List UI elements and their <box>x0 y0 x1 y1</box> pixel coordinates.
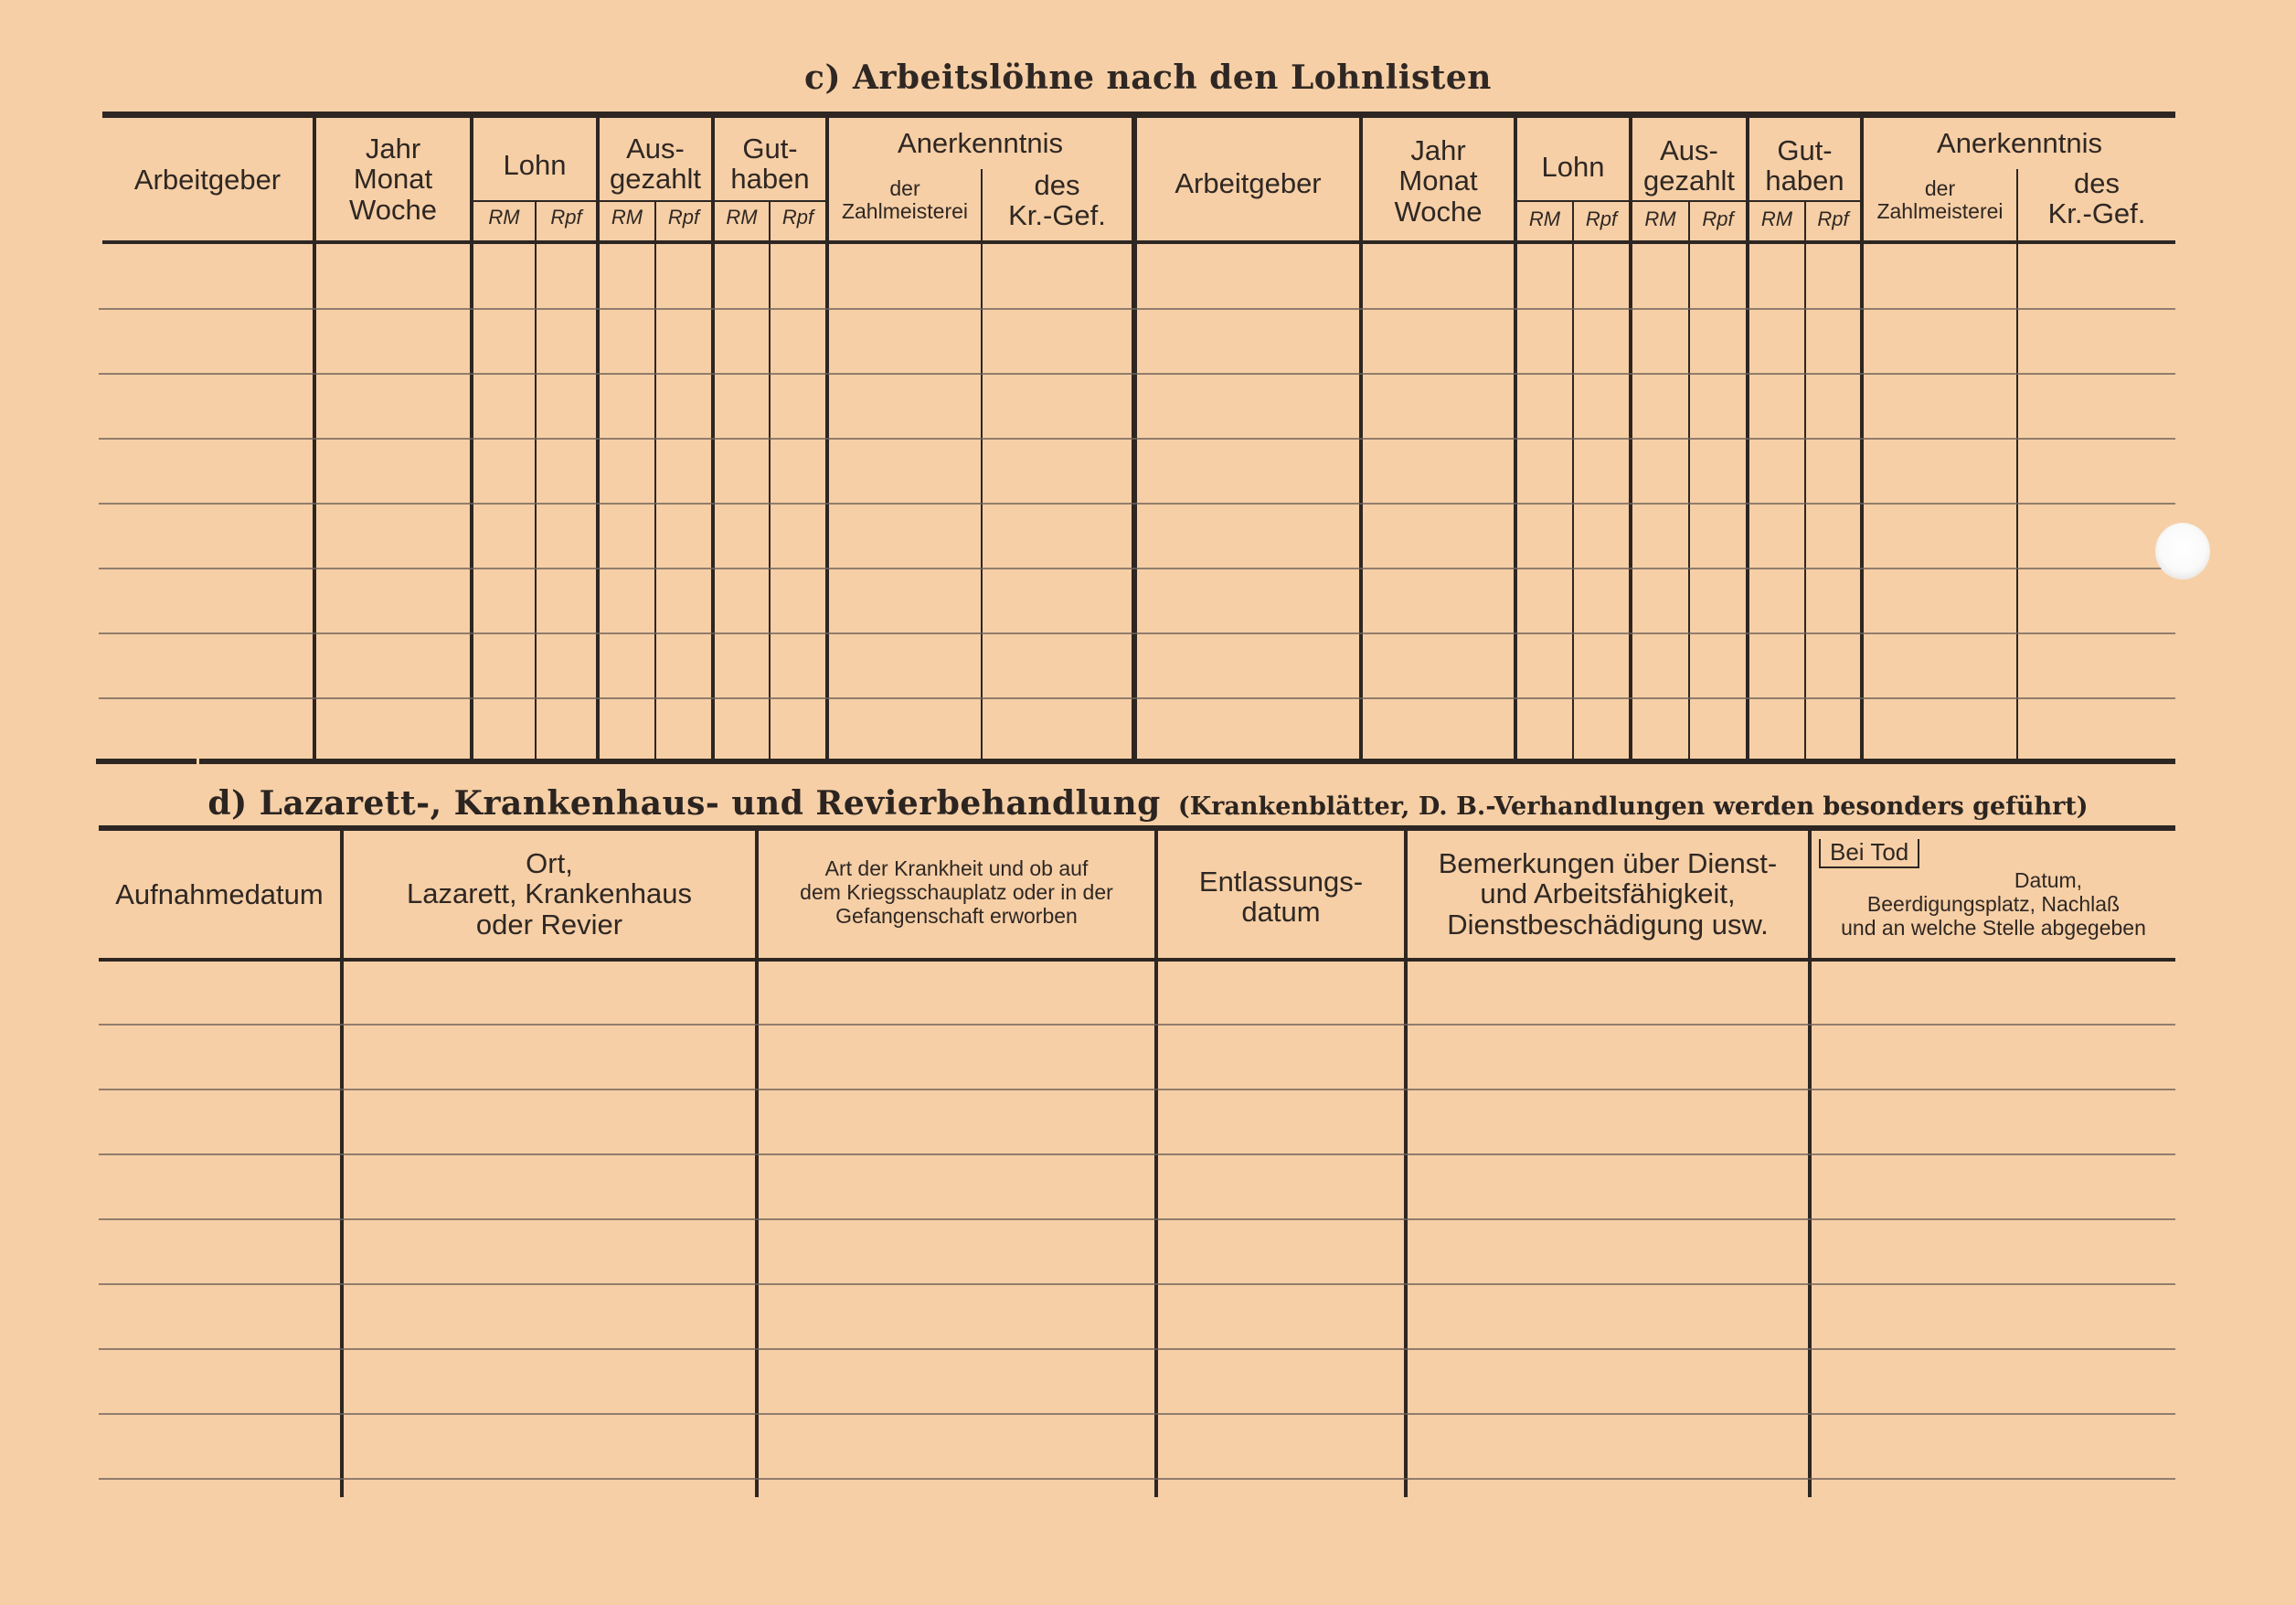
col-illness-header: Art der Krankheit und ob auf dem Kriegsschauplatz oder in der Gefangenschaft erworben <box>800 856 1113 928</box>
table-row <box>99 697 2175 699</box>
table-row <box>99 1153 2175 1155</box>
col-wage-header: Lohn <box>503 149 567 181</box>
table-row <box>99 1089 2175 1090</box>
table-row <box>99 1348 2175 1350</box>
ack-company-header: des Kr.-Gef. <box>2047 167 2146 230</box>
col-remarks-header: Bemerkungen über Dienst- und Arbeitsfähigkeit, Dienstbeschädigung usw. <box>1438 847 1778 941</box>
vline <box>1804 200 1806 760</box>
col-paid-header: Aus- gezahlt <box>1643 134 1735 197</box>
section-d-top-rule <box>99 825 2175 831</box>
col-period-header: Jahr Monat Woche <box>349 133 437 226</box>
table-row <box>99 1478 2175 1480</box>
vline <box>769 200 771 760</box>
currency-rm: RM <box>1528 207 1561 230</box>
table-row <box>99 1218 2175 1220</box>
section-c-bottom-rule <box>199 759 2175 764</box>
section-c-bottom-rule-left <box>96 759 197 764</box>
currency-rpf: Rpf <box>1817 207 1849 230</box>
vline <box>1688 200 1690 760</box>
currency-subrule-left <box>473 200 827 202</box>
table-row <box>99 632 2175 634</box>
table-row <box>99 1413 2175 1415</box>
section-d-note: (Krankenblätter, D. B.-Verhandlungen werden besonders geführt) <box>1177 792 2089 821</box>
currency-rm: RM <box>1644 207 1676 230</box>
col-discharge-header: Entlassungs- datum <box>1198 866 1364 929</box>
vline <box>535 200 537 760</box>
vline <box>981 169 983 760</box>
col-death-header: Datum, Beerdigungsplatz, Nachlaß und an welche Stelle abgegeben <box>1841 868 2146 941</box>
ack-paymaster-header: der Zahlmeisterei <box>1876 176 2004 223</box>
vline <box>2016 169 2018 760</box>
currency-rpf: Rpf <box>781 206 814 229</box>
table-row <box>99 308 2175 310</box>
death-label: Bei Tod <box>1819 839 1919 868</box>
currency-rm: RM <box>611 206 643 229</box>
currency-rpf: Rpf <box>1585 207 1618 230</box>
currency-rpf: Rpf <box>667 206 700 229</box>
table-row <box>99 373 2175 375</box>
section-d-header-rule <box>99 958 2175 962</box>
col-employer-header: Arbeitgeber <box>1175 167 1322 199</box>
vline <box>1154 830 1158 1497</box>
currency-rpf: Rpf <box>1702 207 1734 230</box>
col-credit-header: Gut- haben <box>1765 134 1844 197</box>
ack-paymaster-header: der Zahlmeisterei <box>841 176 969 223</box>
vline <box>1572 200 1574 760</box>
col-credit-header: Gut- haben <box>730 133 810 196</box>
currency-rm: RM <box>488 206 520 229</box>
punch-hole <box>2155 523 2210 579</box>
col-ack-header: Anerkenntnis <box>1937 127 2102 159</box>
table-row <box>99 568 2175 569</box>
col-admission-header: Aufnahmedatum <box>115 878 324 910</box>
table-row <box>99 1283 2175 1285</box>
vline <box>654 200 656 760</box>
section-c-header-rule <box>102 240 2175 244</box>
col-place-header: Ort, Lazarett, Krankenhaus oder Revier <box>407 847 692 941</box>
col-paid-header: Aus- gezahlt <box>610 133 701 196</box>
section-d-title: d) Lazarett-, Krankenhaus- und Revierbehandlung <box>207 784 1161 823</box>
table-row <box>99 1024 2175 1026</box>
section-d-heading <box>0 784 2296 823</box>
section-c-top-rule <box>102 112 2175 118</box>
ack-company-header: des Kr.-Gef. <box>1008 169 1106 232</box>
col-ack-header: Anerkenntnis <box>898 127 1063 159</box>
currency-rm: RM <box>726 206 758 229</box>
currency-rm: RM <box>1760 207 1793 230</box>
table-row <box>99 503 2175 505</box>
currency-rpf: Rpf <box>550 206 582 229</box>
section-c-title: c) Arbeitslöhne nach den Lohnlisten <box>804 58 1492 97</box>
col-period-header: Jahr Monat Woche <box>1394 134 1483 228</box>
vline <box>755 830 759 1497</box>
col-employer-header: Arbeitgeber <box>133 164 282 196</box>
col-wage-header: Lohn <box>1541 151 1605 183</box>
table-row <box>99 438 2175 440</box>
